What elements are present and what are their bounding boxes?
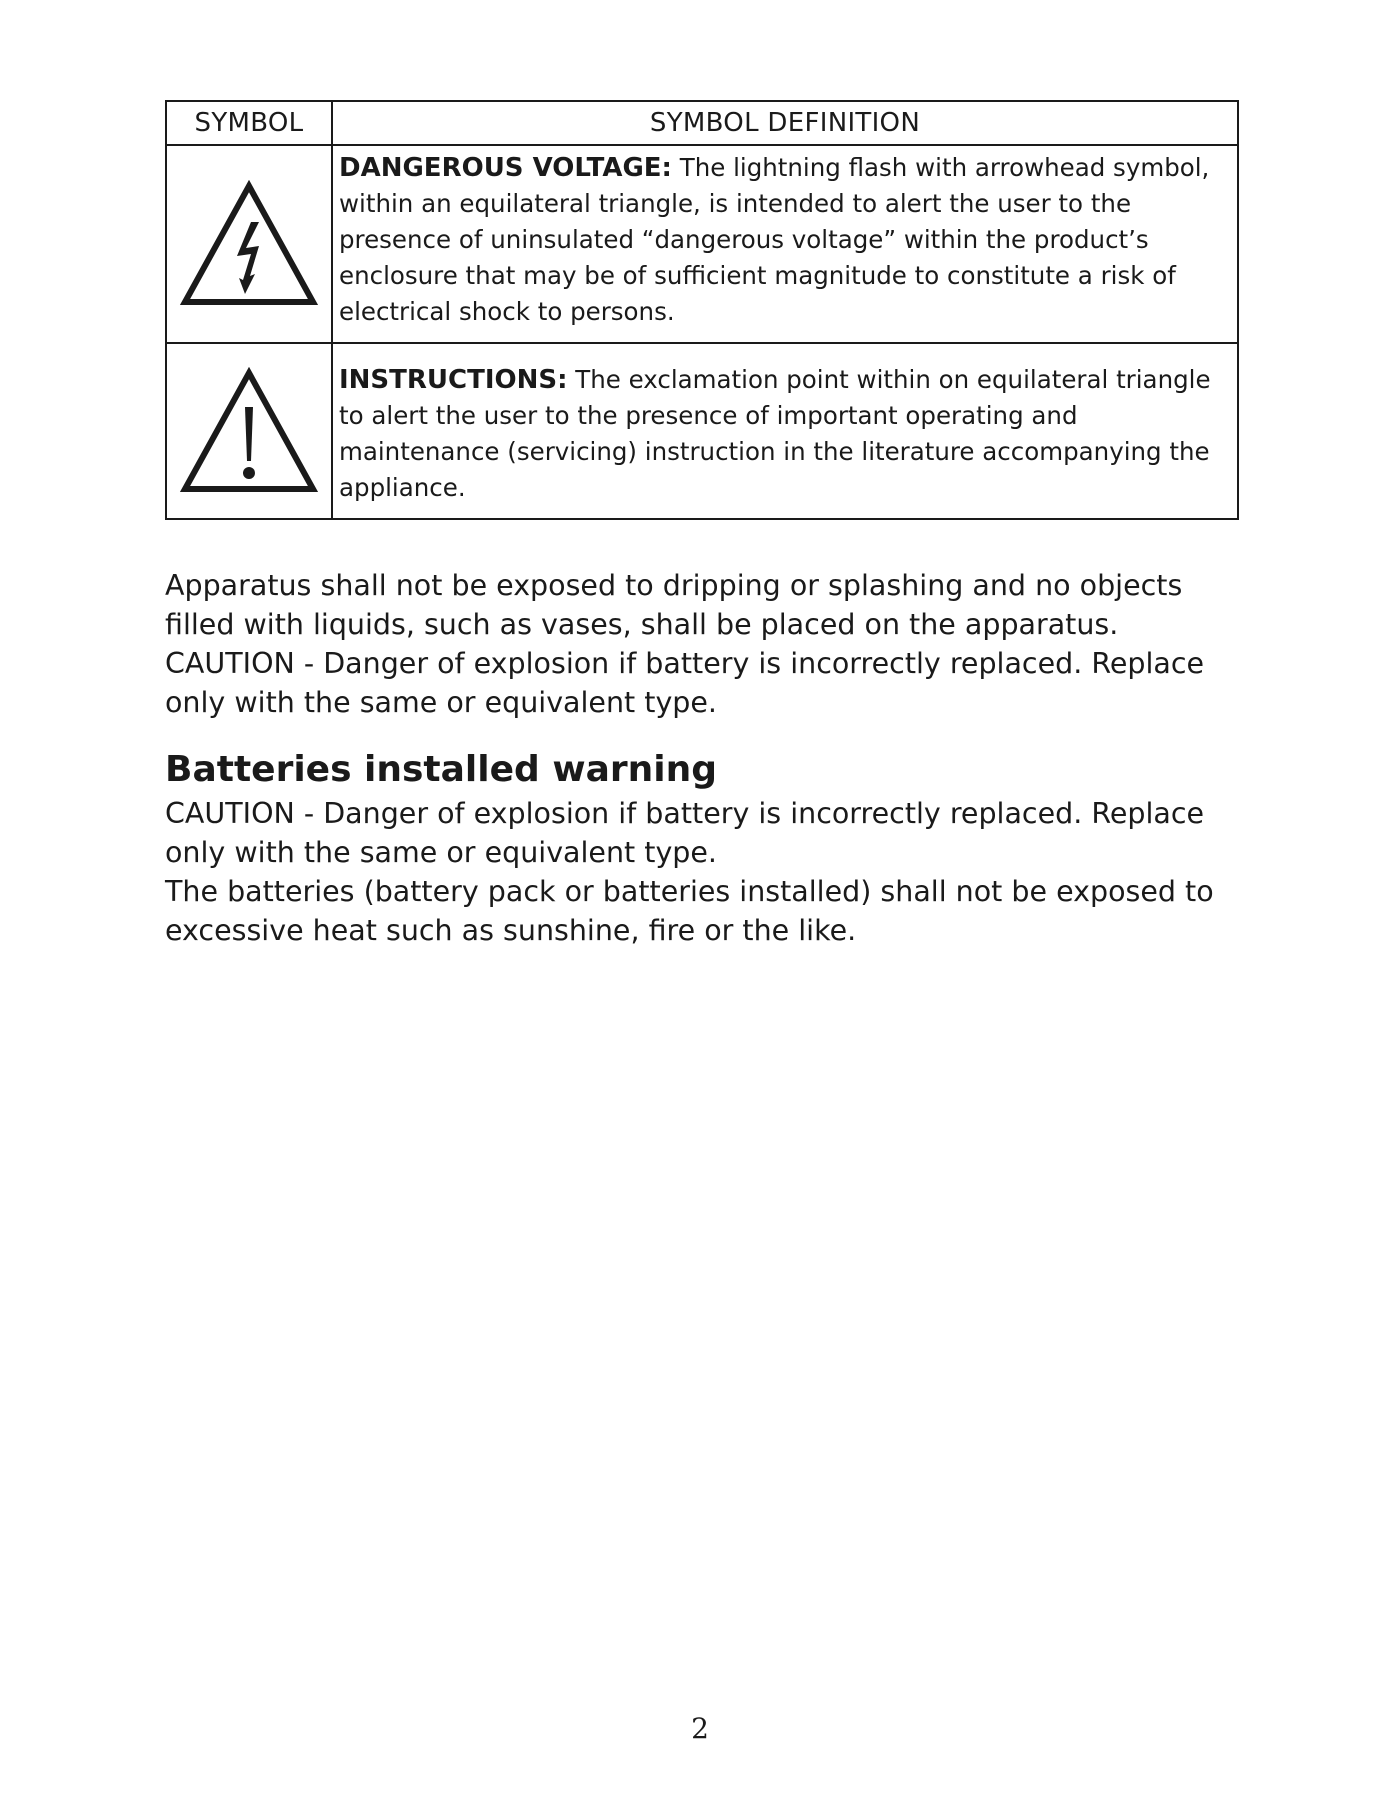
definition-term: DANGEROUS VOLTAGE: [339, 153, 672, 183]
symbol-cell [166, 145, 332, 343]
battery-caution-paragraph: CAUTION - Danger of explosion if battery is incorrectly replaced. Replace only with the same or equivalent type. [165, 647, 1205, 719]
table-row [166, 145, 1238, 343]
header-symbol: SYMBOL [166, 101, 332, 145]
page-number: 2 [691, 1712, 709, 1745]
symbol-cell [166, 343, 332, 519]
definition-text: The exclamation point within on equilateral triangle to alert the user to the presence of important operating and maintenance (servicing) instruction in the literature accompanying the appliance. [339, 365, 1211, 502]
batteries-section [165, 794, 1237, 950]
definition-text: The lightning flash with arrowhead symbol, within an equilateral triangle, is intended to alert the user to the presence of uninsulated “dangerous voltage” within the product’s enclosure that may be of sufficient magnitude to constitute a risk of electrical shock to persons. [339, 153, 1210, 326]
document-page [165, 100, 1237, 950]
definition-cell [332, 343, 1238, 519]
battery-caution-paragraph: CAUTION - Danger of explosion if battery is incorrectly replaced. Replace only with the same or equivalent type. [165, 797, 1205, 869]
table-row [166, 343, 1238, 519]
dripping-warning-paragraph: Apparatus shall not be exposed to dripping or splashing and no objects filled with liquids, such as vases, shall be placed on the apparatus. [165, 569, 1183, 641]
definition-term: INSTRUCTIONS: [339, 365, 568, 395]
safety-notes [165, 566, 1237, 722]
battery-heat-paragraph: The batteries (battery pack or batteries installed) shall not be exposed to excessive heat such as sunshine, fire or the like. [165, 875, 1214, 947]
header-symbol-definition: SYMBOL DEFINITION [332, 101, 1238, 145]
batteries-section-heading: Batteries installed warning [165, 749, 718, 790]
symbol-table-header [166, 101, 1238, 145]
symbol-table [165, 100, 1239, 520]
exclamation-triangle-icon [179, 367, 319, 495]
lightning-triangle-icon [179, 180, 319, 308]
definition-cell [332, 145, 1238, 343]
